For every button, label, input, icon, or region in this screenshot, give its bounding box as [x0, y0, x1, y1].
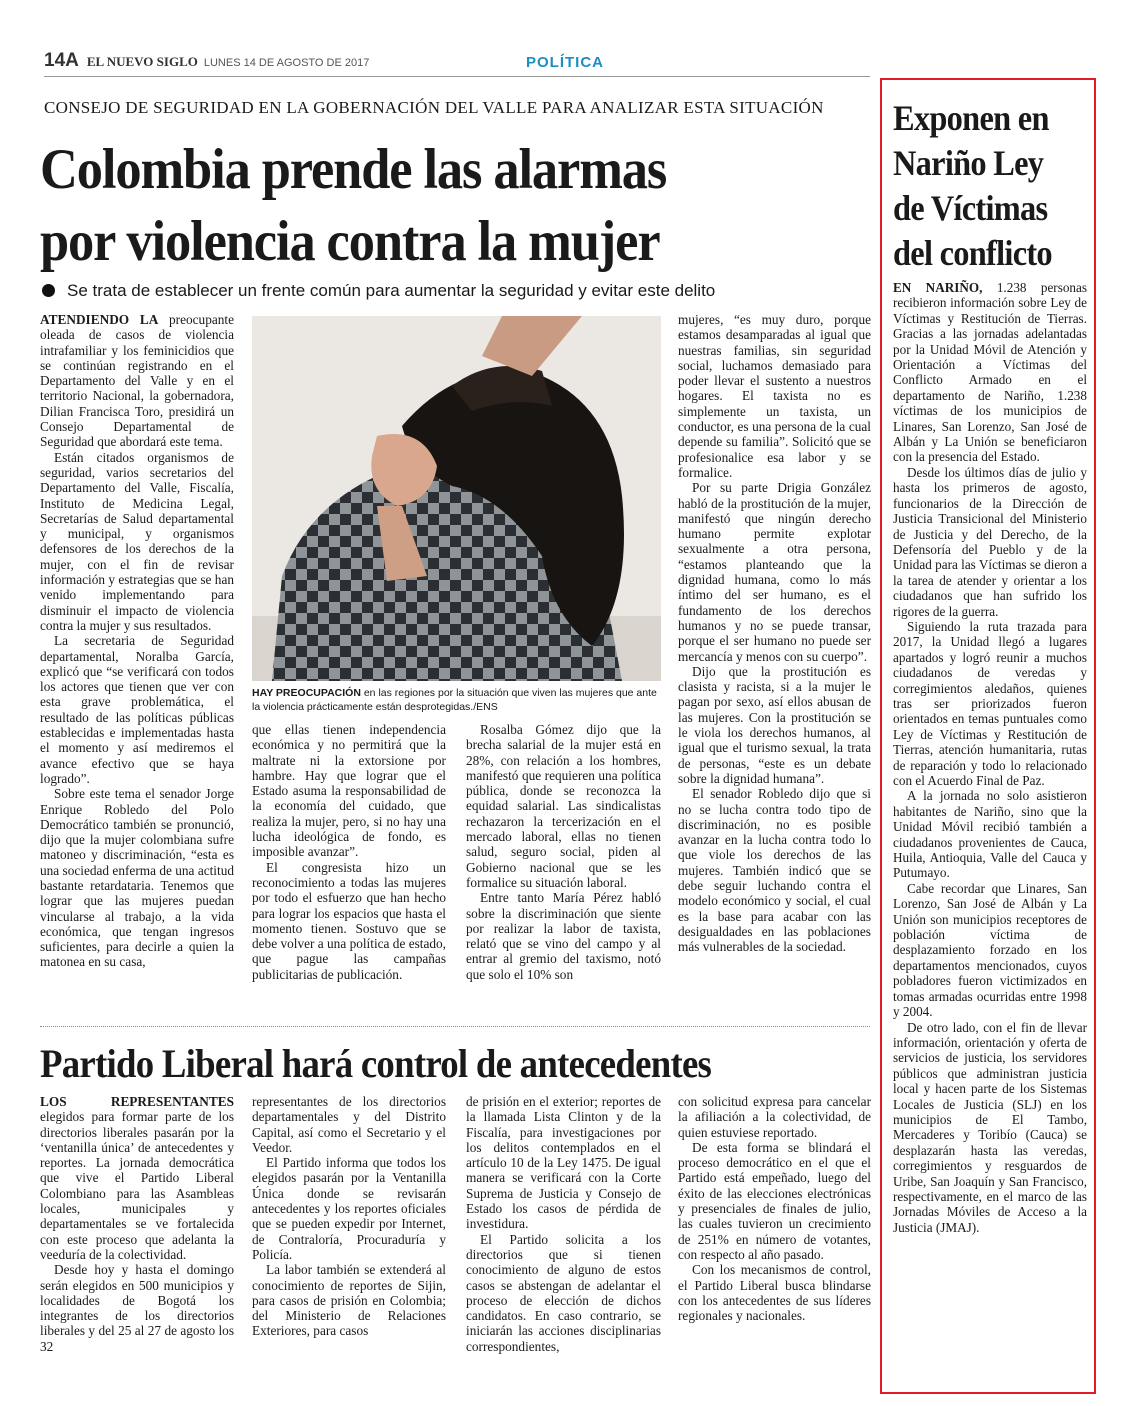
main-column-4 [678, 312, 871, 1017]
page-folio [44, 50, 369, 72]
paragraph: Entre tanto María Pérez habló sobre la discriminación que siente por realizar la labor de taxista, relató que se vino del campo y al entrar al gremio del taxismo, notó que solo el 10% son [466, 890, 661, 982]
paragraph: El congresista hizo un reconocimiento a todas las mujeres por todo el esfuerzo que han hecho para lograr los espacios que hasta el momento tienen. Sostuvo que se debe volver a una política de estado, que pague las campañas publicitarias de publicación. [252, 859, 446, 982]
paragraph: De esta forma se blindará el proceso democrático en el que el Partido está empeñado, luego del éxito de las elecciones electrónicas y presenciales de finales de julio, las cuales tuvieron un crecimiento de 251% en número de votantes, con respecto al año pasado. [678, 1139, 871, 1262]
main-headline-line1: Colombia prende las alarmas [40, 138, 667, 201]
photo-caption [252, 686, 661, 714]
bullet-icon [42, 284, 55, 297]
paragraph: con solicitud expresa para cancelar la afiliación a la colectividad, de quien estuviese reportado. [678, 1094, 871, 1140]
paragraph: Siguiendo la ruta trazada para 2017, la Unidad llegó a lugares apartados y logró reunir a muchos ciudadanos de veredas y corregimientos aledaños, quienes tras ser priorizados fueron orientados en temas puntuales como Ley de Víctimas y Restitución de Tierras, atención humanitaria, rutas de reparación y todo lo relacionado con el Acuerdo Final de Paz. [893, 618, 1087, 788]
paragraph [893, 280, 1087, 465]
second-column-2 [252, 1094, 446, 1379]
paragraph-text: preocupante oleada de casos de violencia intrafamiliar y los feminicidios que se continúan registrando en el Departamento del Valle y en el territorio Nacional, la gobernadora, Dilian Francisca Toro, presidirá un Consejo Departamental de Seguridad que abordará este tema. [40, 312, 234, 450]
paragraph: El Partido solicita a los directorios que si tienen conocimiento de alguno de estos casos se abstengan de adelantar el proceso de elección de dichos candidatos. En caso contrario, se iniciarán las acciones disciplinarias correspondientes, [466, 1231, 661, 1354]
main-subdeck-text: Se trata de establecer un frente común para aumentar la seguridad y evitar este delito [67, 281, 716, 300]
sidebar-headline: Exponen en Nariño Ley de Víctimas del conflicto [893, 98, 1052, 273]
publication-name: EL NUEVO SIGLO [86, 54, 198, 69]
paragraph: Desde hoy y hasta el domingo serán elegidos en 500 municipios y localidades de Bogotá los integrantes de los directorios liberales y del 25 al 27 de agosto los 32 [40, 1262, 234, 1354]
paragraph: La secretaria de Seguridad departamental, Noralba García, explicó que “se verificará con todos los actores que tienen que ver con esta grave problemática, el resultado de las políticas públicas establecidas e implementadas hasta el momento y así mediremos el avance efectivo que se haya logrado”. [40, 633, 234, 786]
page-number: 14A [44, 50, 79, 71]
main-kicker: CONSEJO DE SEGURIDAD EN LA GOBERNACIÓN DEL VALLE PARA ANALIZAR ESTA SITUACIÓN [44, 98, 824, 117]
paragraph: Por su parte Drigia González habló de la prostitución de la mujer, manifestó que ningún derecho humano permite explotar sexualmente a otra persona, “estamos planteando que la dignidad humana, como lo más íntimo del ser humano, es el fundamento de los derechos humanos y no se puede transar, porque el ser humano no puede ser mercancía y menos con su cuerpo”. [678, 480, 871, 664]
paragraph: De otro lado, con el fin de llevar información, orientación y oferta de servicios de justicia, los servidores públicos que administran justicia local y hacen parte de los Sistemas Locales de Justicia (SLJ) en los municipios de El Tambo, Mercaderes y Toribío (Cauca) se desplazarán hasta las veredas, corregimientos y resguardos de Uribe, San Joaquín y San Francisco, respectivamente, en el marco de las Jornadas Móviles de Acceso a la Justicia (JMAJ). [893, 1019, 1087, 1235]
second-column-4 [678, 1094, 871, 1379]
section-label: POLÍTICA [526, 54, 604, 71]
paragraph [40, 312, 234, 450]
paragraph: Cabe recordar que Linares, San Lorenzo, San José de Albán y La Unión son municipios receptores de población víctima de desplazamiento forzado en los departamentos mencionados, cuyos pobladores fueron victimizados en tomas armadas ocurridas entre 1998 y 2004. [893, 880, 1087, 1020]
caption-lead: HAY PREOCUPACIÓN [252, 687, 361, 699]
paragraph: El Partido informa que todos los elegidos pasarán por la Ventanilla Única donde se revisarán antecedentes y los reportes oficiales que se pueden expedir por Internet, de Contraloría, Procuraduría y Policía. [252, 1155, 446, 1262]
main-headline-line2: por violencia contra la mujer [40, 210, 660, 273]
photo-illustration [252, 316, 661, 681]
paragraph: que ellas tienen independencia económica y no permitirá que la maltrate ni la extorsione por hambre. Hay que lograr que el Estado asuma la responsabilidad de la economía del cuidado, que realiza la mujer, pero, si no hay una lucha ideológica de fondo, es imposible avanzar”. [252, 722, 446, 860]
masthead-rule [44, 76, 870, 77]
second-column-3 [466, 1094, 661, 1379]
main-headline [40, 134, 804, 278]
main-subdeck [40, 281, 870, 301]
main-column-2 [252, 722, 446, 1017]
main-column-3 [466, 722, 661, 1017]
main-column-1 [40, 312, 234, 1012]
publication-date: LUNES 14 DE AGOSTO DE 2017 [203, 57, 370, 69]
paragraph [40, 1094, 234, 1262]
second-headline: Partido Liberal hará control de antecedentes [40, 1041, 712, 1086]
caption-text: en las regiones por la situación que viven las mujeres que ante la violencia prácticamente están desprotegidas./ENS [252, 687, 657, 713]
lead-in: LOS REPRESENTANTES [40, 1094, 234, 1109]
article-photo [252, 316, 661, 681]
paragraph: Están citados organismos de seguridad, varios secretarios del Departamento del Valle, Fiscalía, Instituto de Medicina Legal, Secretarías de Salud departamental y municipal, y organismos defensores de los derechos de la mujer, con el fin de revisar información y estrategias que se han venido implementando para disminuir el impacto de violencia contra la mujer y sus resultados. [40, 449, 234, 633]
paragraph: Rosalba Gómez dijo que la brecha salarial de la mujer está en 28%, con relación a los hombres, manifestó que requieren una política pública, donde se reconozca la equidad salarial. Las sindicalistas rechazaron la tercerización en el mercado laboral, ellas no tienen salud, seguro social, piden al Gobierno nacional que se les formalice su situación laboral. [466, 722, 661, 890]
sidebar-body [893, 280, 1087, 1380]
paragraph-text: elegidos para formar parte de los directorios liberales pasarán por la ‘ventanilla única’ de antecedentes y reportes. La jornada democrática que vive el Partido Liberal Colombiano para las Asambleas locales, municipales y departamentales se ve fortalecida con este proceso que adelanta la veeduría de la colectividad. [40, 1109, 234, 1262]
paragraph-text: 1.238 personas recibieron información sobre Ley de Víctimas y Restitución de Tierras. Gracias a las jornadas adelantadas por la Unidad Móvil de Atención y Orientación a Víctimas del Conflicto Armado en el departamento de Nariño, 1.238 víctimas de los municipios de Linares, San Lorenzo, San José de Albán y La Unión se beneficiaron con la presencia del Estado. [893, 280, 1087, 465]
paragraph: Dijo que la prostitución es clasista y racista, si a la mujer le pagan por sexo, así ellos abusan de las mujeres. Con la prostitución se le viola los derechos humanos, al igual que el turismo sexual, la trata de personas, “este es un debate sobre la dignidad humana”. [678, 663, 871, 786]
paragraph: representantes de los directorios departamentales y del Distrito Capital, así como el Secretario y el Veedor. [252, 1094, 446, 1155]
paragraph: Desde los últimos días de julio y hasta los primeros de agosto, funcionarios de la Dirección de Justicia Transicional del Ministerio de Justicia y del Derecho, de la Defensoría del Pueblo y de la Unidad para las Víctimas se dieron a la tarea de atender y orientar a los ciudadanos que han sufrido los rigores de la guerra. [893, 464, 1087, 619]
paragraph: El senador Robledo dijo que si no se lucha contra todo tipo de discriminación, no es posible avanzar en la lucha contra todo lo que viole los derechos de las mujeres. También indicó que se debe seguir luchando contra el modelo económico y social, el cual es la base para acabar con las desigualdades en las poblaciones más vulnerables de la sociedad. [678, 786, 871, 955]
lead-in: ATENDIENDO LA [40, 312, 159, 327]
paragraph: mujeres, “es muy duro, porque estamos desamparadas al igual que nuestras familias, sin seguridad social, luchamos demasiado para poder llevar el sustento a nuestros hogares. El taxista no es simplemente un taxista, un conductor, es una persona de la cual depende su familia”. Solicitó que se profesionalice esa labor y se formalice. [678, 312, 871, 480]
paragraph: de prisión en el exterior; reportes de la llamada Lista Clinton y de la Fiscalía, para investigaciones por los delitos contemplados en el artículo 10 de la Ley 1475. De igual manera se verificará con la Corte Suprema de Justicia y Consejo de Estado los casos de pérdida de investidura. [466, 1094, 661, 1232]
paragraph: Sobre este tema el senador Jorge Enrique Robledo del Polo Democrático también se pronunció, dijo que la mujer colombiana sufre matoneo y discriminación, “esta es una sociedad enferma de una actitud bastante retardataria. Tenemos que lograr que las mujeres puedan vincularse al trabajo, a la vida económica, que tengan ingresos suficientes, para decirle a quien la matonea en su casa, [40, 786, 234, 970]
second-column-1 [40, 1094, 234, 1379]
lead-in: EN NARIÑO, [893, 280, 983, 295]
article-divider [40, 1026, 870, 1027]
paragraph: La labor también se extenderá al conocimiento de reportes de Sijin, para casos de prisión en Colombia; del Ministerio de Relaciones Exteriores, para casos [252, 1262, 446, 1339]
paragraph: Con los mecanismos de control, el Partido Liberal busca blindarse con los antecedentes de sus líderes regionales y nacionales. [678, 1262, 871, 1324]
paragraph: A la jornada no solo asistieron habitantes de Nariño, sino que la Unidad Móvil recibió también a ciudadanos provenientes de Cauca, Huila, Antioquia, Valle del Cauca y Putumayo. [893, 788, 1087, 881]
